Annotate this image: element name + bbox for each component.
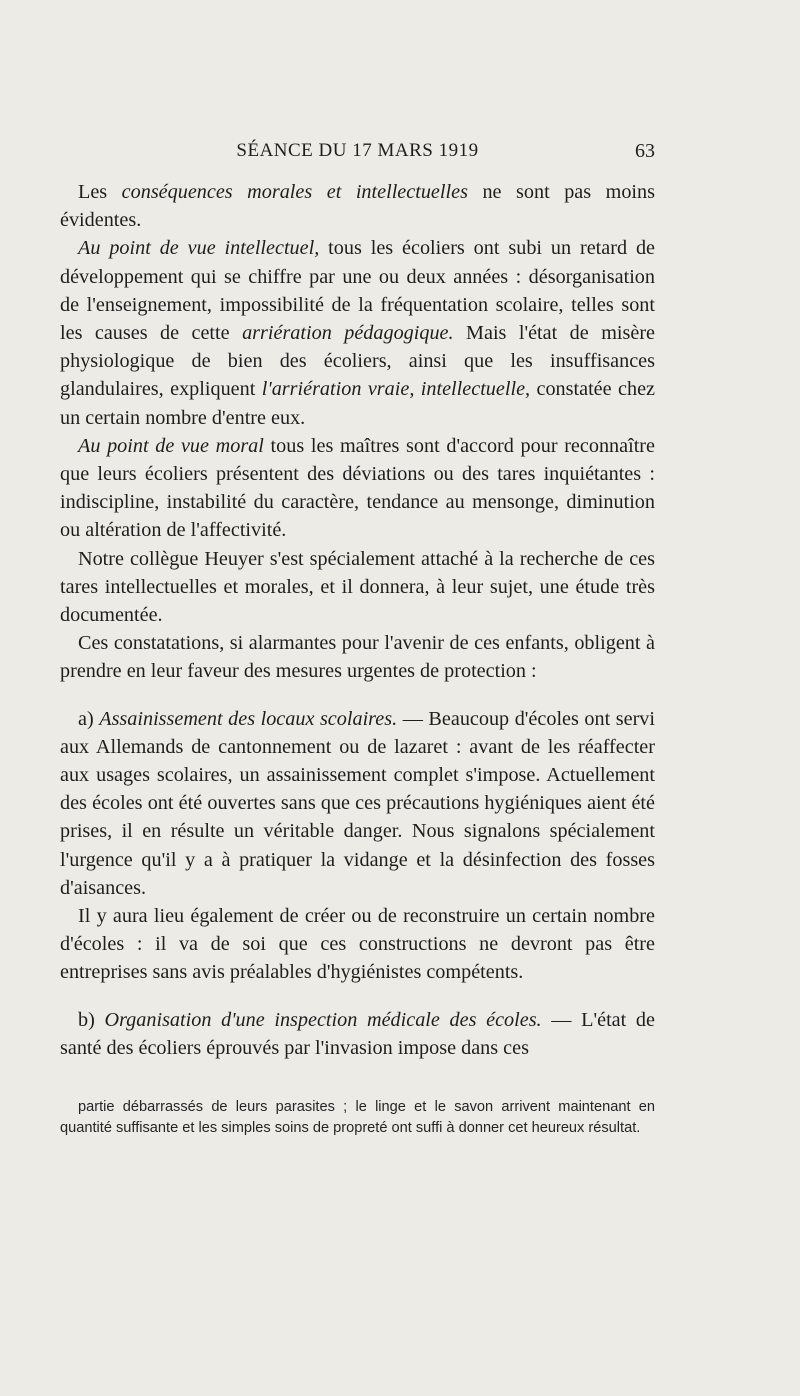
page-number: 63 [635,140,655,162]
p2-text-1: tous les écoliers ont subi un retard de développement qui se chiffre par une ou deux années : désorganisation de l'enseignement, impossibilité de la fréquentation scolaire, telles sont les causes de cette [60,237,655,345]
p1-text-post: ne sont pas moins évidentes. [60,181,655,232]
paragraph-constructions: Il y aura lieu également de créer ou de reconstruire un certain nombre d'écoles : il va de soi que ces constructions ne devront pas être entreprises sans avis préalables d'hygiénistes compétents. [60,905,655,984]
p8-text: — L'état de santé des écoliers éprouvés par l'invasion impose dans ces [60,1008,655,1059]
p8-italic: Organisation d'une inspection médicale des écoles. [104,1008,542,1031]
footnote: partie débarrassés de leurs parasites ; le linge et le savon arrivent maintenant en quantité suffisante et les simples soins de propreté ont suffi à donner cet heureux résultat. [60,1099,655,1136]
p2-italic-1: Au point de vue intellectuel, [78,237,320,260]
p6-label: a) [78,707,100,730]
running-head: SÉANCE DU 17 MARS 1919 [236,140,479,161]
p1-text-pre: Les [78,181,122,203]
page-header [60,136,655,166]
p3-italic: Au point de vue moral [78,434,264,457]
paragraph-inspection [60,1006,655,1062]
paragraph-moral [60,432,655,545]
p2-italic-3: l'arriération vraie, intellectuelle, [261,378,531,401]
paragraph-constatations: Ces constatations, si alarmantes pour l'avenir de ces enfants, obligent à prendre en leur faveur des mesures urgentes de protection : [60,632,655,683]
p2-text-3: constatée chez un certain nombre d'entre eux. [60,378,655,429]
p2-text-2: Mais l'état de misère physiologique de bien des écoliers, ainsi que les insuffisances glandulaires, expliquent [60,322,655,401]
paragraph-consequences [60,178,655,234]
paragraph-assainissement [60,705,655,902]
p6-italic: Assainissement des locaux scolaires. [99,707,398,730]
paragraph-heuyer: Notre collègue Heuyer s'est spécialement attaché à la recherche de ces tares intellectuelles et morales, et il donnera, à leur sujet, une étude très documentée. [60,547,655,627]
p6-text: — Beaucoup d'écoles ont servi aux Allemands de cantonnement ou de lazaret : avant de les réaffecter aux usages scolaires, un assainissement complet s'impose. Actuellement des écoles ont été ouvertes sans que ces précautions hygiéniques aient été prises, il en résulte un véritable danger. Nous signalons spécialement l'urgence qu'il y a à pratiquer la vidange et la désinfection des fosses d'aisances. [60,707,655,899]
p2-italic-2: arriération pédagogique. [242,322,454,345]
p3-text: tous les maîtres sont d'accord pour reconnaître que leurs écoliers présentent des déviations ou des tares inquiétantes : indiscipline, instabilité du caractère, tendance au mensonge, diminution ou altération de l'affectivité. [60,434,655,542]
body-text [60,178,655,1062]
p1-italic: conséquences morales et intellectuelles [121,181,468,203]
p8-label: b) [78,1008,105,1031]
paragraph-intellectual [60,234,655,431]
